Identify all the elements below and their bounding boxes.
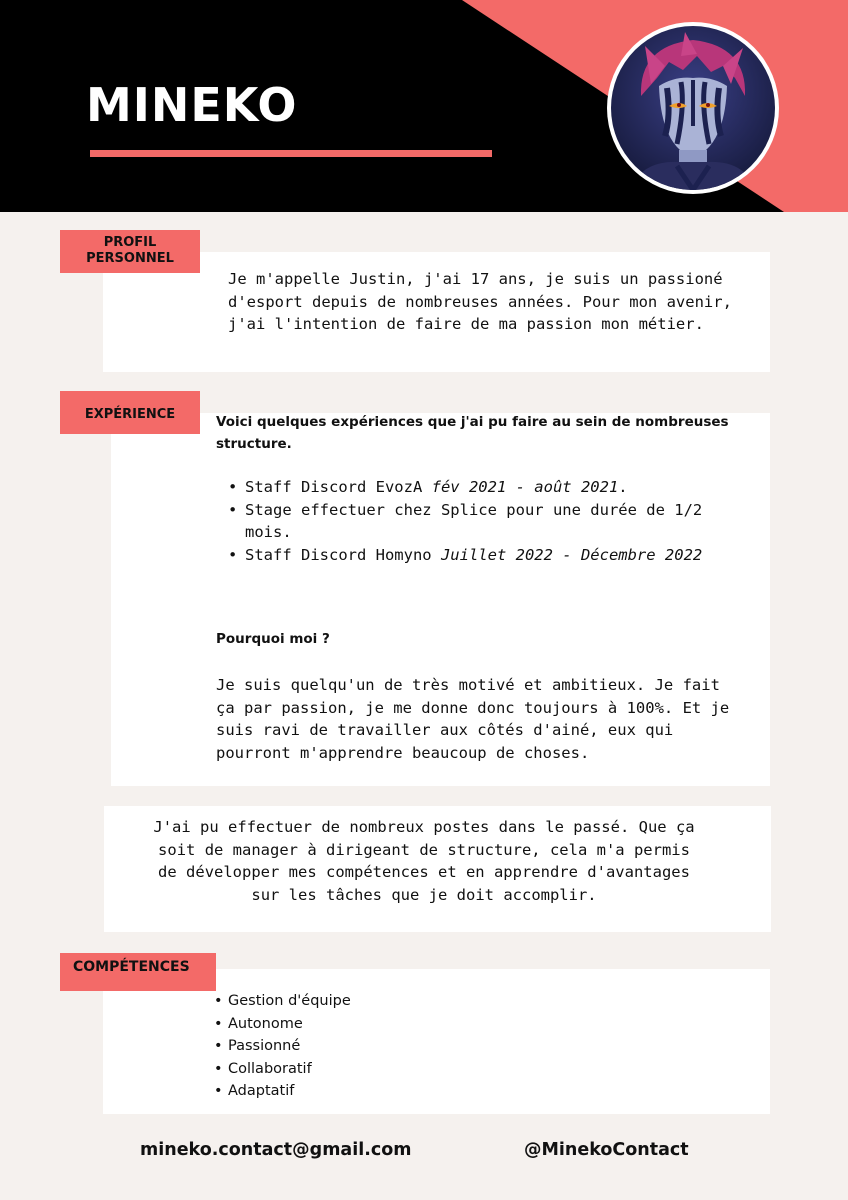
profil-text: Je m'appelle Justin, j'ai 17 ans, je suis un passioné d'esport depuis de nombreuses années. Pour mon avenir, j'ai l'intention de faire de ma passion mon métier. bbox=[228, 270, 732, 333]
competences-label: COMPÉTENCES bbox=[60, 953, 216, 991]
list-item: • Passionné bbox=[214, 1035, 351, 1058]
contact-email: mineko.contact@gmail.com bbox=[140, 1140, 412, 1160]
list-item: • Stage effectuer chez Splice pour une durée de 1/2 mois. bbox=[228, 499, 748, 544]
why-text: Je suis quelqu'un de très motivé et ambitieux. Je fait ça par passion, je me donne donc toujours à 100%. Et je suis ravi de travailler aux côtés d'ainé, eux qui pourront m'apprendre beaucoup de choses. bbox=[216, 676, 730, 762]
experience-list bbox=[228, 476, 748, 566]
postes-text: J'ai pu effectuer de nombreux postes dans le passé. Que ça soit de manager à dirigeant de structure, cela m'a permis de développer mes compétences et en apprendre d'avantages sur les tâches que je doit accomplir. bbox=[153, 818, 695, 904]
contact-handle: @MinekoContact bbox=[524, 1140, 689, 1160]
profil-label-line1: PROFIL bbox=[103, 235, 157, 250]
list-item: • Collaboratif bbox=[214, 1058, 351, 1081]
list-item: • Gestion d'équipe bbox=[214, 990, 351, 1013]
experience-intro: Voici quelques expériences que j'ai pu faire au sein de nombreuses structure. bbox=[216, 414, 729, 452]
title-underline bbox=[90, 150, 492, 157]
list-item: • Staff Discord EvozA fév 2021 - août 2021. bbox=[228, 476, 748, 499]
list-item: • Autonome bbox=[214, 1013, 351, 1036]
competences-list bbox=[214, 990, 351, 1103]
list-item: • Staff Discord Homyno Juillet 2022 - Décembre 2022 bbox=[228, 544, 748, 567]
page-title: MINEKO bbox=[86, 78, 298, 132]
why-title: Pourquoi moi ? bbox=[216, 631, 330, 647]
avatar bbox=[607, 22, 779, 194]
avatar-illustration-icon bbox=[611, 26, 775, 190]
profil-label-line2: PERSONNEL bbox=[86, 251, 174, 266]
experience-label: EXPÉRIENCE bbox=[60, 391, 200, 434]
list-item: • Adaptatif bbox=[214, 1080, 351, 1103]
profil-label bbox=[60, 230, 200, 273]
